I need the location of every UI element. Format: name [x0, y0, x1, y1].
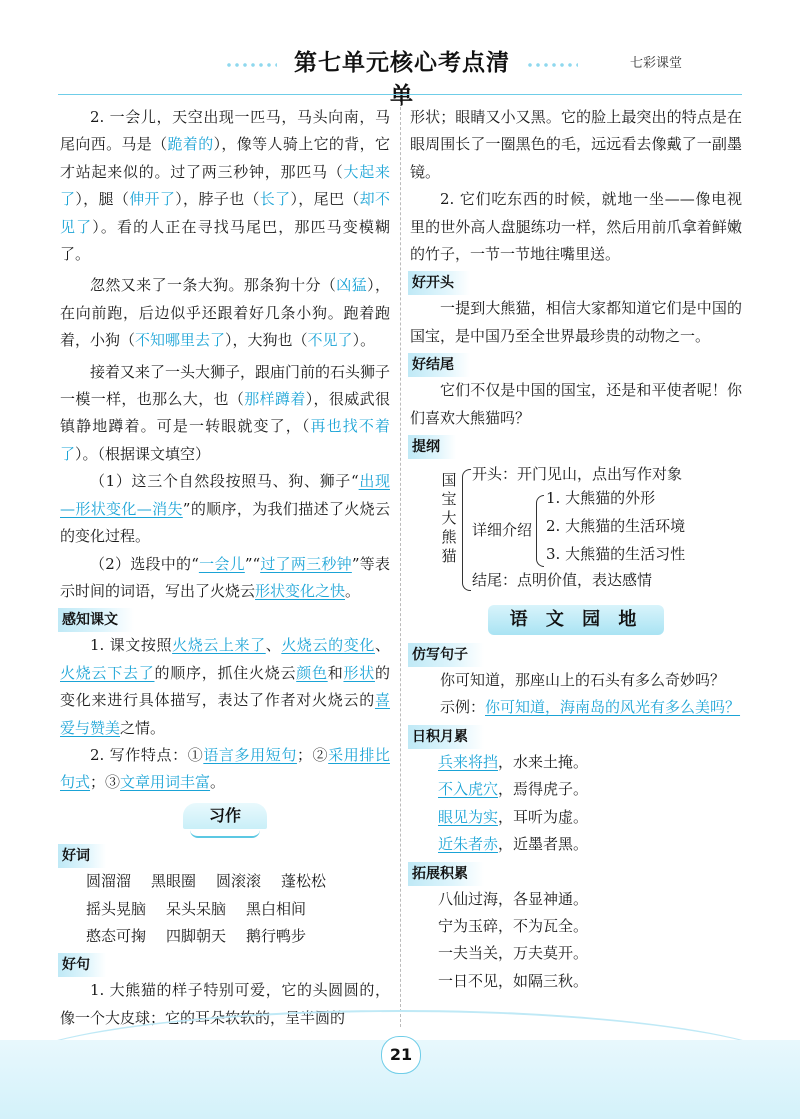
header-divider: [58, 94, 742, 95]
answer-fill: 一会儿: [198, 554, 245, 573]
good-opening: 一提到大熊猫，相信大家都知道它们是中国的国宝，是中国乃至全世界最珍贵的动物之一。: [410, 299, 742, 345]
paragraph-horse: 2. 一会儿，天空出现一匹马，马头向南，马尾向西。马是（跪着的），像等人骑上它的背，它才站起来似的。过了两三秒钟，那匹马（大起来了），腿（伸开了），脖子也（长了），尾巴（却不见了）。看的人正在寻找马尾巴，那匹马变模糊了。: [60, 108, 390, 264]
word: 圆滚滚: [216, 872, 262, 891]
yuwen-banner: [410, 605, 742, 635]
page-title: 第七单元核心考点清单: [294, 50, 510, 109]
answer-fill: 眼见为实: [438, 807, 499, 826]
answer-fill: 不入虎穴: [438, 780, 499, 799]
outline-item: 1. 大熊猫的外形: [546, 489, 656, 508]
question-2: （2）选段中的“一会儿”“过了两三秒钟”等表示时间的词语，写出了火烧云形状变化之快。: [60, 554, 390, 600]
answer-fill: 兵来将挡: [438, 752, 499, 771]
fangxie-answer: 示例：你可知道，海南岛的风光有多么美吗？: [440, 698, 741, 717]
word: 圆溜溜: [86, 872, 132, 891]
outline-item: 2. 大熊猫的生活环境: [546, 517, 686, 536]
section-heading-jiewei: 好结尾: [408, 353, 470, 377]
outline-root: 国宝大熊猫: [441, 471, 457, 566]
idiom-line: 眼见为实，耳听为虚。: [438, 807, 589, 826]
answer-fill: 却不见了: [60, 190, 390, 236]
section-heading-fangxie: 仿写句子: [408, 643, 484, 667]
answer-fill: 大起来了: [60, 162, 390, 209]
idiom-line: 近朱者赤，近墨者黑。: [438, 835, 589, 854]
saying-line: 八仙过海，各显神通。: [438, 889, 589, 908]
answer-fill: 文章用词丰富: [120, 773, 211, 792]
answer-fill: 再也找不着了: [60, 417, 390, 463]
xizuo-banner: [60, 803, 390, 838]
question-1: （1）这三个自然段按照马、狗、狮子“出现—形状变化—消失”的顺序，为我们描述了火烧云的变化过程。: [60, 472, 390, 546]
answer-fill: 出现—形状变化—消失: [60, 472, 390, 518]
page-header: [0, 0, 800, 109]
header-dots-right: [526, 62, 578, 68]
saying-line: 一日不见，如隔三秋。: [438, 971, 589, 990]
outline-opening: 开头：开门见山，点出写作对象: [472, 465, 683, 484]
word: 四脚朝天: [166, 926, 227, 945]
word: 黑眼圈: [151, 872, 197, 891]
section-heading-tuozhan: 拓展积累: [408, 862, 484, 886]
section-heading-riji: 日积月累: [408, 725, 484, 749]
word: 摇头晃脑: [86, 899, 147, 918]
word: 鹅行鸭步: [246, 926, 307, 945]
answer-fill: 长了: [259, 190, 291, 209]
brace-icon: [462, 469, 471, 591]
answer-fill: 近朱者赤: [438, 835, 499, 854]
right-column: [410, 104, 742, 995]
outline-diagram: [410, 463, 742, 597]
answer-fill: 火烧云下去了: [60, 663, 155, 682]
section-heading-haoju: 好句: [58, 953, 106, 977]
outline-item: 3. 大熊猫的生活习性: [546, 545, 686, 564]
ganzhi-item-2: 2. 写作特点：①语言多用短句；②采用排比句式；③文章用词丰富。: [60, 745, 390, 792]
brand-label: 七彩课堂: [630, 56, 683, 71]
answer-fill: 伸开了: [129, 190, 176, 209]
answer-fill: 火烧云的变化: [281, 636, 375, 655]
word-row: [60, 868, 390, 895]
answer-fill: 颜色: [296, 663, 328, 682]
answer-fill: 凶猛: [336, 276, 368, 295]
book-icon: [190, 830, 260, 838]
section-heading-tigang: 提纲: [408, 435, 456, 459]
column-divider: [400, 102, 401, 1027]
word-row: [60, 923, 390, 950]
answer-fill: 形状变化之快: [255, 581, 346, 600]
fangxie-question: 你可知道，那座山上的石头有多么奇妙吗？: [440, 671, 726, 690]
outline-ending: 结尾：点明价值，表达感情: [472, 571, 653, 590]
idiom-line: 兵来将挡，水来土掩。: [438, 752, 589, 771]
saying-line: 宁为玉碎，不为瓦全。: [438, 916, 589, 935]
paragraph-lion: 接着又来了一头大狮子，跟庙门前的石头狮子一模一样，也那么大，也（那样蹲着），很威武很镇静地蹲着。可是一转眼就变了，（再也找不着了）。（根据课文填空）: [60, 362, 391, 463]
word: 憨态可掬: [86, 926, 147, 945]
good-ending: 它们不仅是中国的国宝，还是和平使者呢！你们喜欢大熊猫吗？: [410, 381, 742, 427]
answer-fill: 不知哪里去了: [135, 331, 226, 350]
brace-icon: [536, 495, 544, 567]
idiom-line: 不入虎穴，焉得虎子。: [438, 780, 589, 799]
answer-fill: 喜爱与赞美: [60, 691, 390, 737]
answer-fill: 语言多用短句: [203, 745, 297, 764]
section-heading-kaitou: 好开头: [408, 271, 470, 295]
good-sentence-1: 1. 大熊猫的样子特别可爱，它的头圆圆的，像一个大皮球；它的耳朵软软的，呈半圆的: [60, 981, 390, 1027]
page-number: 21: [381, 1036, 421, 1074]
outline-detail: 详细介绍: [472, 521, 533, 540]
section-heading-haoci: 好词: [58, 844, 106, 868]
answer-fill: 火烧云上来了: [172, 636, 266, 655]
saying-line: 一夫当关，万夫莫开。: [438, 944, 589, 963]
word: 蓬松松: [281, 872, 327, 891]
ganzhi-item-1: 1. 课文按照火烧云上来了、火烧云的变化、火烧云下去了的顺序，抓住火烧云颜色和形状的变化来进行具体描写，表达了作者对火烧云的喜爱与赞美之情。: [60, 636, 390, 737]
good-sentence-1-continued: 形状；眼睛又小又黑。它的脸上最突出的特点是在眼周围长了一圈黑色的毛，远远看去像戴了一副墨镜。: [410, 108, 742, 181]
answer-fill: 采用排比句式: [60, 745, 390, 792]
answer-fill: 形状: [343, 663, 375, 682]
left-column: [60, 104, 390, 1032]
answer-fill: 你可知道，海南岛的风光有多么美吗？: [485, 698, 741, 717]
yuwen-title: 语 文 园 地: [488, 605, 665, 635]
header-dots-left: [225, 62, 277, 68]
paragraph-dog: 忽然又来了一条大狗。那条狗十分（凶猛），在向前跑，后边似乎还跟着好几条小狗。跑着跑着，小狗（不知哪里去了），大狗也（不见了）。: [60, 276, 390, 350]
answer-fill: 那样蹲着: [244, 390, 306, 409]
word: 黑白相间: [246, 899, 307, 918]
word: 呆头呆脑: [166, 899, 227, 918]
section-heading-ganzhi: 感知课文: [58, 608, 134, 632]
good-sentence-2: 2. 它们吃东西的时候，就地一坐——像电视里的世外高人盘腿练功一样，然后用前爪拿着鲜嫩的竹子，一节一节地往嘴里送。: [410, 190, 742, 264]
word-row: [60, 896, 390, 923]
answer-fill: 不见了: [307, 331, 353, 350]
xizuo-title: 习作: [183, 803, 267, 829]
answer-fill: 过了两三秒钟: [260, 554, 352, 573]
answer-fill: 跪着的: [167, 135, 214, 154]
